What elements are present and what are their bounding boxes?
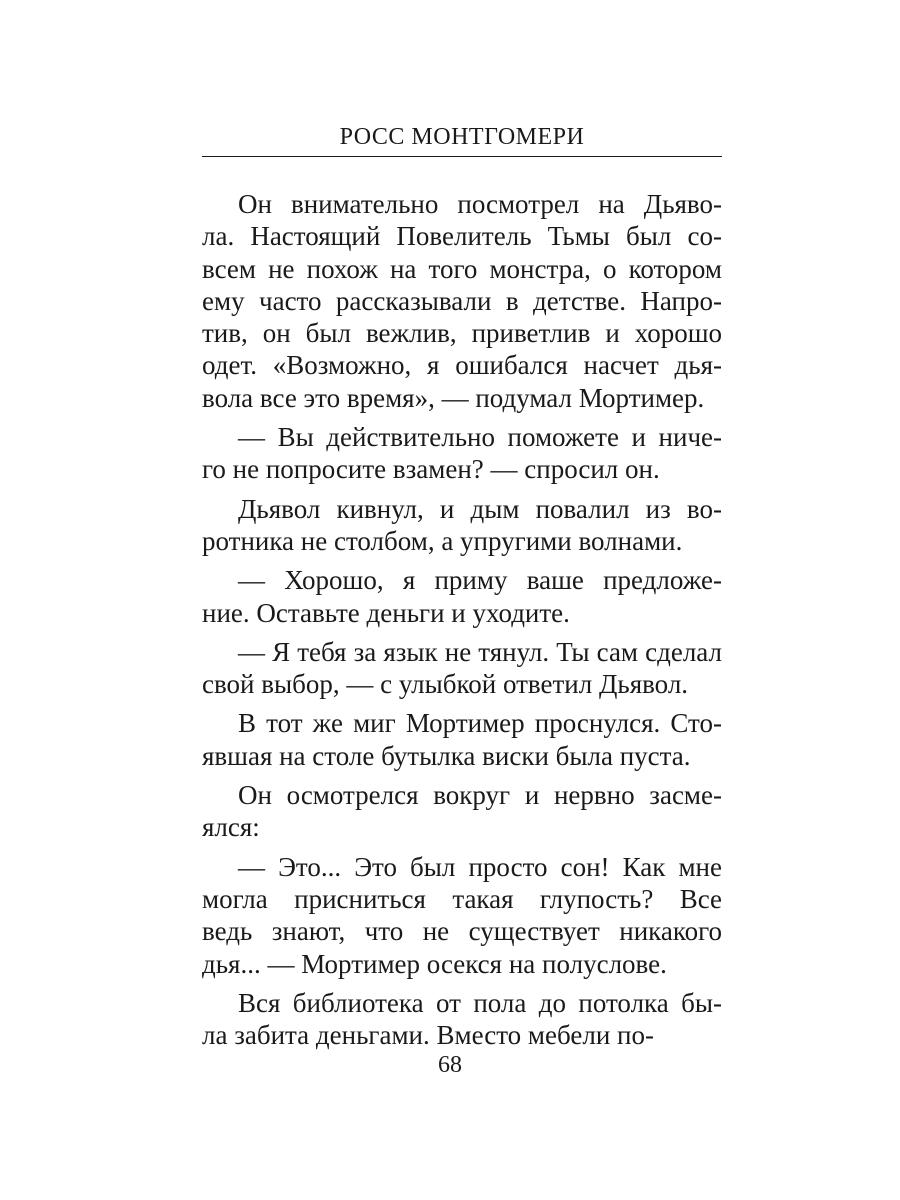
text-line: — Я тебя за язык не тянул. Ты сам сделал <box>238 636 722 667</box>
text-line: всем не похож на того монстра, о котором <box>202 253 722 284</box>
text-line: могла присниться такая глупость? Все <box>202 883 722 914</box>
text-line: ялся: <box>202 812 260 843</box>
text-line: ние. Оставьте деньги и уходите. <box>202 597 570 628</box>
paragraph-gap <box>202 772 722 779</box>
text-line: ла забита деньгами. Вместо мебели по- <box>202 1020 654 1051</box>
header-rule <box>202 156 722 157</box>
paragraph <box>202 987 722 1052</box>
text-line: Он осмотрелся вокруг и нервно засме- <box>238 780 722 811</box>
paragraph-gap <box>202 629 722 636</box>
paragraph-gap <box>202 700 722 707</box>
text-line: одет. «Возможно, я ошибался насчет дья- <box>202 350 722 381</box>
paragraph <box>202 636 722 701</box>
running-title: РОСС МОНТГОМЕРИ <box>339 124 585 150</box>
text-line: Вся библиотека от пола до потолка бы- <box>238 987 722 1018</box>
text-line: ротника не столбом, а упругими волнами. <box>202 525 683 556</box>
text-line: вола все это время», — подумал Мортимер. <box>202 382 705 413</box>
text-line: явшая на столе бутылка виски была пуста. <box>202 740 691 771</box>
text-line: — Это... Это был просто сон! Как мне <box>238 851 722 882</box>
text-line: ла. Настоящий Повелитель Тьмы был со- <box>202 221 722 252</box>
page-number: 68 <box>438 1052 462 1078</box>
paragraph <box>202 493 722 558</box>
paragraph <box>202 707 722 772</box>
paragraph-gap <box>202 844 722 851</box>
paragraph-gap <box>202 557 722 564</box>
text-line: — Вы действительно поможете и ниче- <box>238 422 722 453</box>
paragraph <box>202 421 722 486</box>
text-line: свой выбор, — с улыбкой ответил Дьявол. <box>202 669 689 700</box>
text-line: тив, он был вежлив, приветлив и хорошо <box>202 318 722 349</box>
paragraph-gap <box>202 486 722 493</box>
text-line: дья... — Мортимер осекся на полуслове. <box>202 948 667 979</box>
text-line: ведь знают, что не существует никакого <box>202 916 722 947</box>
text-line: ему часто рассказывали в детстве. Напро- <box>202 285 722 316</box>
paragraph <box>202 779 722 844</box>
text-line: Дьявол кивнул, и дым повалил из во- <box>238 493 722 524</box>
text-line: го не попросите взамен? — спросил он. <box>202 454 660 485</box>
body-text <box>202 188 722 1051</box>
paragraph-gap <box>202 980 722 987</box>
text-line: В тот же миг Мортимер проснулся. Сто- <box>238 708 722 739</box>
paragraph <box>202 564 722 629</box>
text-line: — Хорошо, я приму ваше предложе- <box>238 565 722 596</box>
text-line: Он внимательно посмотрел на Дьяво- <box>238 189 722 219</box>
paragraph <box>202 851 722 980</box>
paragraph-gap <box>202 414 722 421</box>
paragraph <box>202 188 722 414</box>
